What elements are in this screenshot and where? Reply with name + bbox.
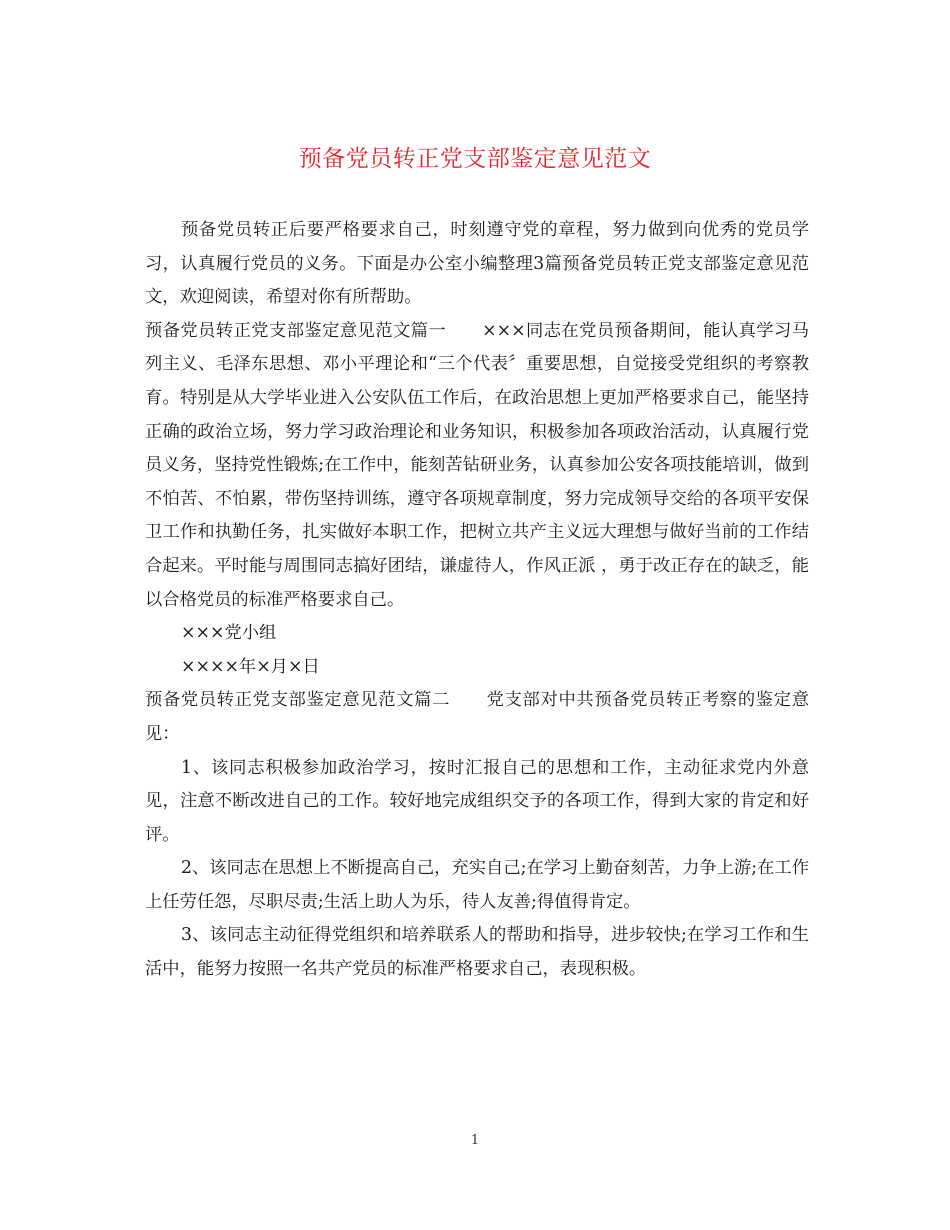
document-title: 预备党员转正党支部鉴定意见范文 — [298, 146, 652, 172]
section1-paragraph — [145, 315, 809, 617]
section1-heading: 预备党员转正党支部鉴定意见范文篇一 — [145, 320, 447, 341]
section2-heading: 预备党员转正党支部鉴定意见范文篇二 — [145, 690, 451, 711]
section2-body: 党支部对中共预备党员转正考察的鉴定意见： — [145, 690, 809, 744]
section1-date: ××××年×月×日 — [181, 656, 320, 677]
section1-signature: ×××党小组 — [181, 623, 277, 644]
section2-item-1: 1、该同志积极参加政治学习，按时汇报自己的思想和工作，主动征求党内外意见，注意不断改进自己的工作。较好地完成组织交予的各项工作，得到大家的肯定和好评。 — [145, 757, 809, 845]
section2-paragraph — [145, 684, 809, 751]
section2-item-2: 2、该同志在思想上不断提高自己，充实自己;在学习上勤奋刻苦，力争上游;在工作上任劳任怨，尽职尽责;生活上助人为乐，待人友善;得值得肯定。 — [145, 858, 809, 912]
section2-item-3: 3、该同志主动征得党组织和培养联系人的帮助和指导，进步较快;在学习工作和生活中，能努力按照一名共产党员的标准严格要求自己，表现积极。 — [145, 925, 809, 980]
section1-body: ×××同志在党员预备期间，能认真学习马列主义、毛泽东思想、邓小平理论和“三个代表〞重要思想，自觉接受党组织的考察教育。特别是从大学毕业进入公安队伍工作后，在政治思想上更加严格要求自己，能坚持正确的政治立场，努力学习政治理论和业务知识，积极参加各项政治活动，认真履行党员义务，坚持党性锻炼;在工作中，能刻苦钻研业务，认真参加公安各项技能培训，做到不怕苦、不怕累，带伤坚持训练，遵守各项规章制度，努力完成领导交给的各项平安保卫工作和执勤任务，扎实做好本职工作，把树立共产主义远大理想与做好当前的工作结合起来。平时能与周围同志搞好团结，谦虚待人，作风正派 ，勇于改正存在的缺乏，能以合格党员的标准严格要求自己。 — [145, 320, 809, 610]
document-body — [145, 214, 809, 987]
page-number: 1 — [470, 1133, 480, 1148]
intro-paragraph: 预备党员转正后要严格要求自己，时刻遵守党的章程，努力做到向优秀的党员学习，认真履行党员的义务。下面是办公室小编整理3篇预备党员转正党支部鉴定意见范文，欢迎阅读，希望对你有所帮助。 — [145, 220, 809, 308]
